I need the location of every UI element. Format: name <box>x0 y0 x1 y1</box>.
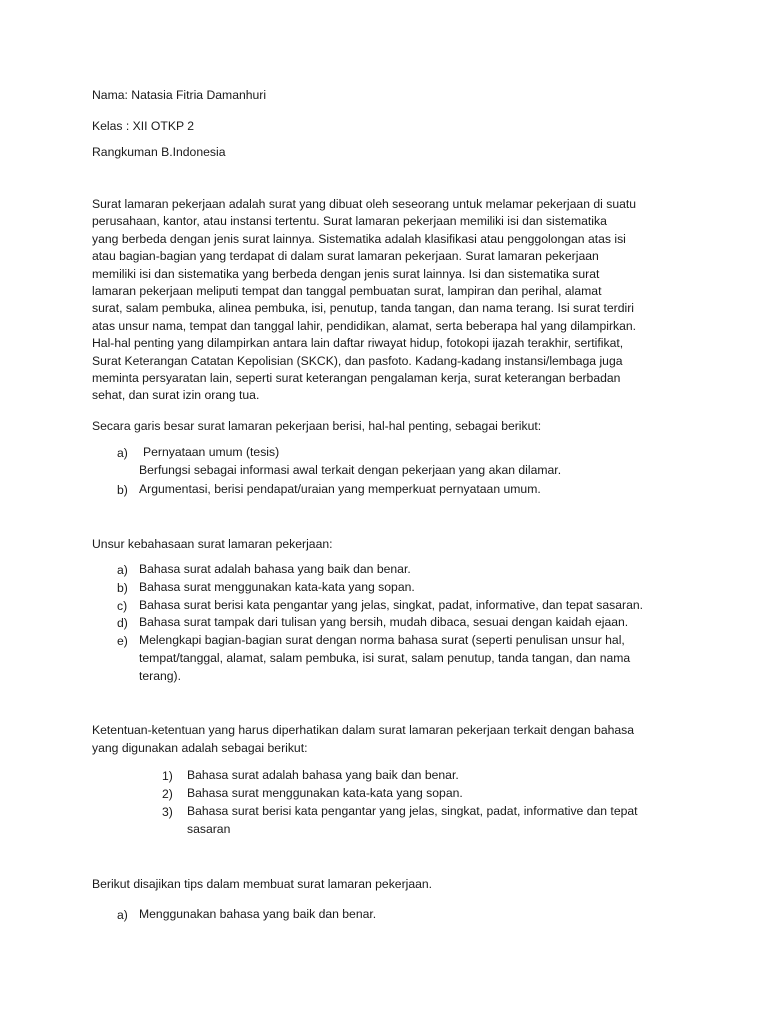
language-heading: Unsur kebahasaan surat lamaran pekerjaan: <box>92 537 333 551</box>
list-marker: 3) <box>162 805 173 819</box>
list-item-text: Bahasa surat adalah bahasa yang baik dan benar. <box>187 768 459 782</box>
list-item-text: Pernyataan umum (tesis) <box>143 445 280 459</box>
list-item-text: sasaran <box>187 822 231 836</box>
list-marker: a) <box>117 908 128 922</box>
intro-paragraph <box>92 196 682 405</box>
list-item-text: Argumentasi, berisi pendapat/uraian yang memperkuat pernyataan umum. <box>139 482 541 496</box>
intro-line: atas unsur nama, tempat dan tanggal lahir, pendidikan, alamat, serta beberapa hal yang dilampirkan. <box>92 318 637 333</box>
list-item-text: Berfungsi sebagai informasi awal terkait dengan pekerjaan yang akan dilamar. <box>139 463 562 477</box>
list-item-text: Bahasa surat menggunakan kata-kata yang sopan. <box>187 786 463 800</box>
intro-line: yang berbeda dengan jenis surat lainnya. Sistematika adalah klasifikasi atau penggolongan atas isi <box>92 231 626 246</box>
list-marker: 1) <box>162 769 173 783</box>
list-marker: a) <box>117 563 128 577</box>
tips-heading: Berikut disajikan tips dalam membuat surat lamaran pekerjaan. <box>92 877 433 891</box>
intro-line: meminta persyaratan lain, seperti surat keterangan pengalaman kerja, surat keterangan berbadan <box>92 371 621 386</box>
list-item-text: Menggunakan bahasa yang baik dan benar. <box>139 907 377 921</box>
intro-line: memiliki isi dan sistematika yang berbeda dengan jenis surat lainnya. Isi dan sistematika surat <box>92 266 600 281</box>
document-subject: Rangkuman B.Indonesia <box>92 145 226 159</box>
list-marker: 2) <box>162 787 173 801</box>
list-item-text: Bahasa surat berisi kata pengantar yang jelas, singkat, padat, informative, dan tepat sasaran. <box>139 598 644 612</box>
student-name: Nama: Natasia Fitria Damanhuri <box>92 88 267 102</box>
list-item-text: Bahasa surat tampak dari tulisan yang bersih, mudah dibaca, sesuai dengan kaidah ejaan. <box>139 615 629 629</box>
list-item-text: Bahasa surat menggunakan kata-kata yang sopan. <box>139 580 415 594</box>
intro-line: Surat lamaran pekerjaan adalah surat yang dibuat oleh seseorang untuk melamar pekerjaan di suatu <box>92 197 637 211</box>
list-item-text: Bahasa surat adalah bahasa yang baik dan benar. <box>139 562 411 576</box>
list-marker: a) <box>117 446 128 460</box>
list-marker: c) <box>117 599 128 613</box>
rules-heading-line: yang digunakan adalah sebagai berikut: <box>92 741 308 755</box>
intro-line: lamaran pekerjaan meliputi tempat dan tanggal pembuatan surat, lampiran dan perihal, alamat <box>92 284 602 299</box>
list-marker: d) <box>117 616 128 630</box>
intro-line: Surat Keterangan Catatan Kepolisian (SKCK), dan pasfoto. Kadang-kadang instansi/lembaga juga <box>92 353 623 368</box>
intro-line: perusahaan, kantor, atau instansi tertentu. Surat lamaran pekerjaan memiliki isi dan sistematika <box>92 214 607 229</box>
intro-line: atau bagian-bagian yang terdapat di dalam surat lamaran pekerjaan. Surat lamaran pekerjaan <box>92 249 599 264</box>
list-item-text: terang). <box>139 669 182 683</box>
rules-heading-line: Ketentuan-ketentuan yang harus diperhatikan dalam surat lamaran pekerjaan terkait dengan bahasa <box>92 723 635 737</box>
list-marker: e) <box>117 634 128 648</box>
intro-line: sehat, dan surat izin orang tua. <box>92 388 260 403</box>
list-item-text: Melengkapi bagian-bagian surat dengan norma bahasa surat (seperti penulisan unsur hal, <box>139 633 625 647</box>
list-item-text: Bahasa surat berisi kata pengantar yang jelas, singkat, padat, informative dan tepat <box>187 804 638 818</box>
intro-line: surat, salam pembuka, alinea pembuka, isi, penutup, tanda tangan, dan nama terang. Isi surat terdiri <box>92 301 634 316</box>
list-marker: b) <box>117 483 128 497</box>
intro-line: Hal-hal penting yang dilampirkan antara lain daftar riwayat hidup, fotokopi ijazah terakhir, sertifikat, <box>92 336 624 351</box>
list-marker: b) <box>117 581 128 595</box>
list-item-text: tempat/tanggal, alamat, salam pembuka, isi surat, salam penutup, tanda tangan, dan nama <box>139 651 631 665</box>
outline-heading: Secara garis besar surat lamaran pekerjaan berisi, hal-hal penting, sebagai berikut: <box>92 419 542 433</box>
student-class: Kelas : XII OTKP 2 <box>92 119 195 133</box>
